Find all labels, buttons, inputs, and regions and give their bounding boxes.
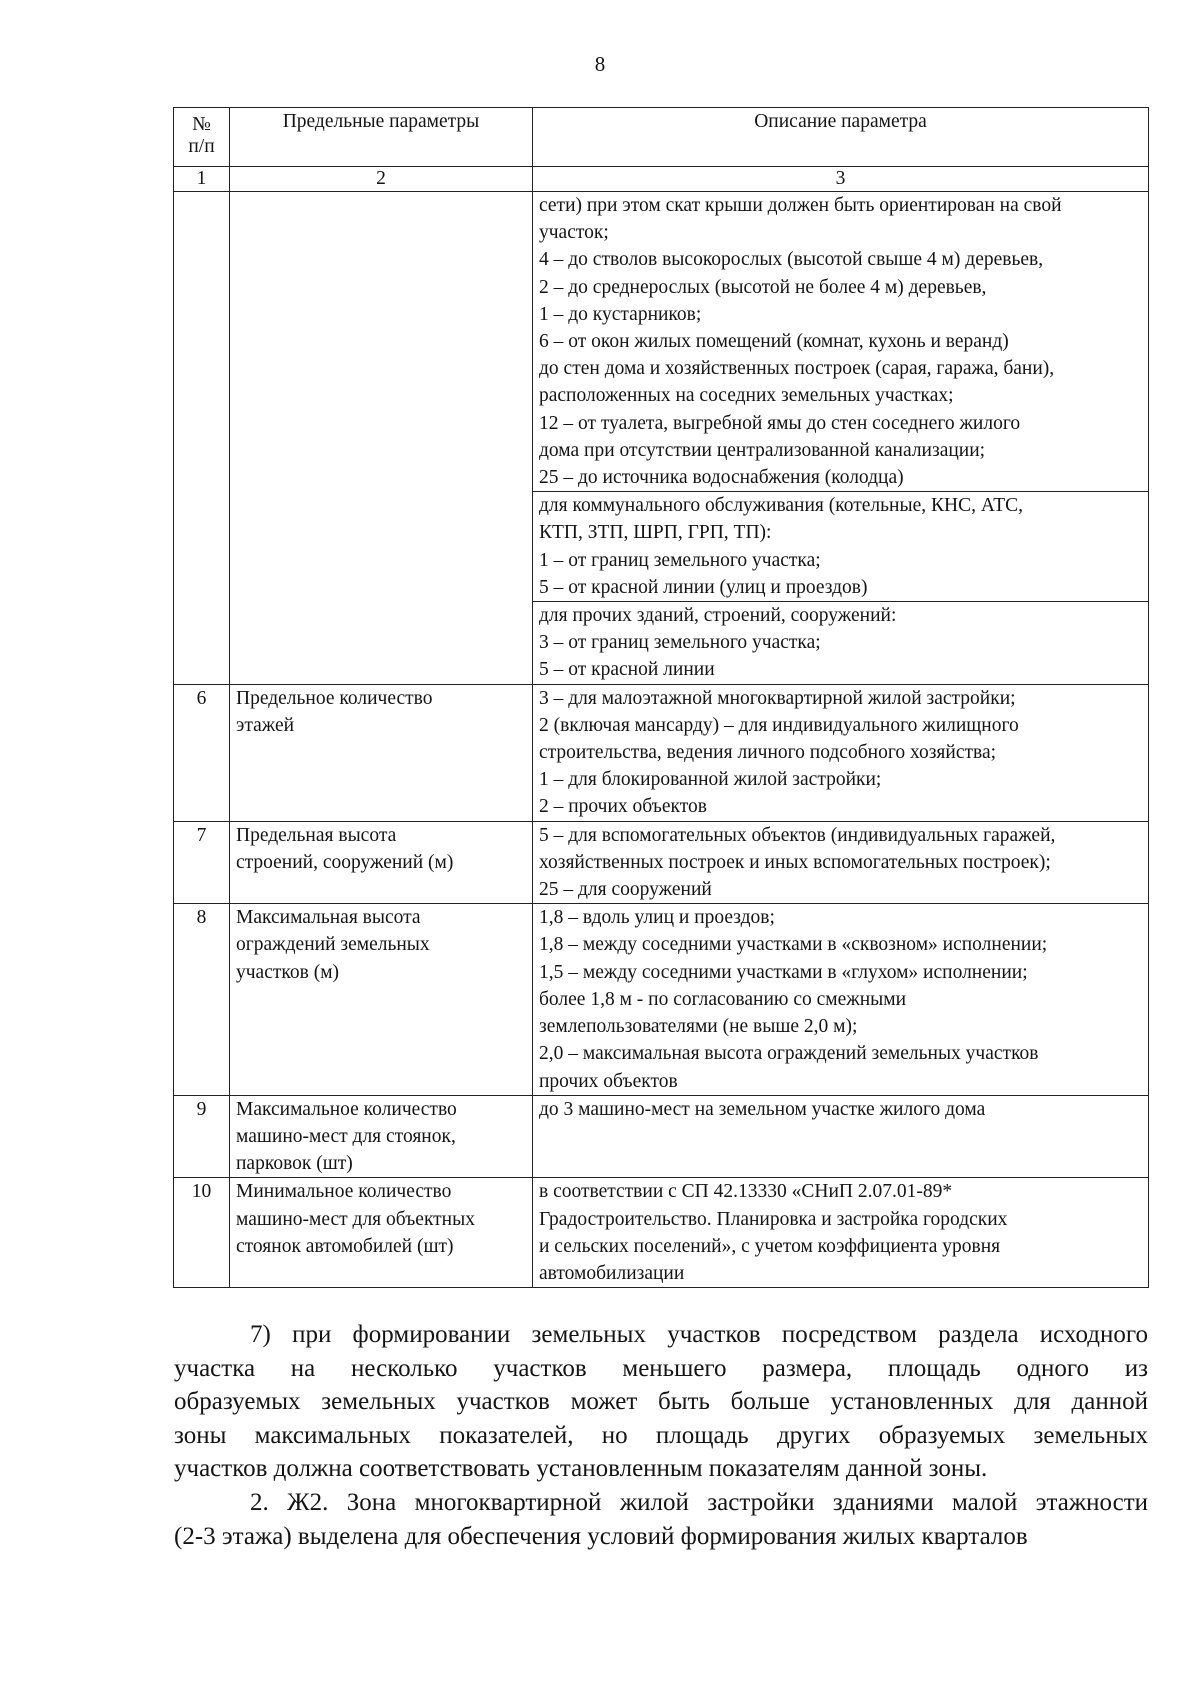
description-line: 25 – до источника водоснабжения (колодца) bbox=[539, 467, 904, 489]
parameter-line: Минимальное количество bbox=[236, 1181, 452, 1203]
description-line: 5 – для вспомогательных объектов (индивидуальных гаражей, bbox=[539, 824, 1056, 846]
row-number: 6 bbox=[174, 684, 230, 821]
description-line: 1 – для блокированной жилой застройки; bbox=[539, 769, 882, 791]
description-line: строительства, ведения личного подсобного хозяйства; bbox=[539, 742, 997, 764]
paragraph-zone-zh2 bbox=[174, 1486, 1148, 1553]
description-cell bbox=[533, 492, 1149, 602]
parameters-table bbox=[173, 107, 1149, 1288]
description-line: 1,8 – между соседними участками в «сквозном» исполнении; bbox=[539, 934, 1048, 956]
table-row bbox=[174, 821, 1149, 904]
empty-parameter-cell bbox=[230, 192, 533, 685]
table-row-continued bbox=[174, 192, 1149, 492]
description-line: расположенных на соседних земельных участках; bbox=[539, 385, 954, 407]
description-line: сети) при этом скат крыши должен быть ориентирован на свой bbox=[539, 195, 1062, 216]
description-line: для прочих зданий, строений, сооружений: bbox=[539, 605, 897, 627]
column-index-cell: 3 bbox=[533, 167, 1149, 192]
parameter-line: ограждений земельных bbox=[236, 934, 430, 956]
description-line: 5 – от красной линии bbox=[539, 659, 715, 681]
parameter-line: этажей bbox=[236, 714, 295, 736]
description-line: более 1,8 м - по согласованию со смежными bbox=[539, 988, 907, 1010]
paragraph-line: участка на несколько участков меньшего размера, площадь одного из bbox=[174, 1354, 1148, 1382]
parameter-cell bbox=[230, 904, 533, 1095]
parameter-line: Предельная высота bbox=[236, 824, 397, 846]
row-number: 7 bbox=[174, 821, 230, 904]
row-number: 8 bbox=[174, 904, 230, 1095]
parameter-line: Предельное количество bbox=[236, 687, 433, 709]
header-text: Предельные параметры bbox=[282, 111, 480, 132]
description-line: 3 – для малоэтажной многоквартирной жилой застройки; bbox=[539, 687, 1016, 709]
description-line: хозяйственных построек и иных вспомогательных построек); bbox=[539, 851, 1051, 873]
parameter-line: машино-мест для объектных bbox=[236, 1208, 475, 1230]
header-text: № bbox=[192, 114, 211, 135]
header-text: п/п bbox=[188, 136, 215, 157]
parameter-cell bbox=[230, 684, 533, 821]
description-line: и сельских поселений», с учетом коэффициента уровня bbox=[539, 1235, 1001, 1257]
header-description bbox=[533, 108, 1149, 167]
row-number: 9 bbox=[174, 1095, 230, 1178]
parameter-line: Максимальная высота bbox=[236, 907, 421, 929]
empty-number-cell bbox=[174, 192, 230, 685]
description-line: 6 – от окон жилых помещений (комнат, кухонь и веранд) bbox=[539, 331, 1009, 353]
parameter-line: строений, сооружений (м) bbox=[236, 851, 454, 873]
description-line: 1 – от границ земельного участка; bbox=[539, 549, 821, 571]
description-line: Градостроительство. Планировка и застройка городских bbox=[539, 1208, 1008, 1230]
parameter-line: Максимальное количество bbox=[236, 1098, 457, 1120]
description-cell bbox=[533, 904, 1149, 1095]
description-cell bbox=[533, 821, 1149, 904]
table-row bbox=[174, 1178, 1149, 1288]
description-cell bbox=[533, 684, 1149, 821]
paragraph-line: 2. Ж2. Зона многоквартирной жилой застройки зданиями малой этажности bbox=[250, 1489, 1148, 1516]
description-line: 2,0 – максимальная высота ограждений земельных участков bbox=[539, 1043, 1039, 1065]
parameter-line: парковок (шт) bbox=[236, 1153, 353, 1175]
description-line: 1,5 – между соседними участками в «глухом» исполнении; bbox=[539, 961, 1028, 983]
description-cell bbox=[533, 602, 1149, 685]
paragraph-line: (2-3 этажа) выделена для обеспечения условий формирования жилых кварталов bbox=[174, 1522, 1028, 1550]
parameter-cell bbox=[230, 1095, 533, 1178]
description-line: 3 – от границ земельного участка; bbox=[539, 632, 821, 654]
description-line: прочих объектов bbox=[539, 1070, 678, 1092]
description-line: до стен дома и хозяйственных построек (сарая, гаража, бани), bbox=[539, 358, 1055, 380]
table-row bbox=[174, 1095, 1149, 1178]
table-row bbox=[174, 904, 1149, 1095]
description-line: дома при отсутствии централизованной канализации; bbox=[539, 439, 986, 461]
paragraph-line: участков должна соответствовать установленным показателям данной зоны. bbox=[174, 1455, 988, 1482]
description-line: 1 – до кустарников; bbox=[539, 303, 702, 325]
paragraph-7 bbox=[174, 1318, 1148, 1486]
description-line: 12 – от туалета, выгребной ямы до стен соседнего жилого bbox=[539, 412, 1021, 434]
description-cell bbox=[533, 1095, 1149, 1178]
parameter-line: стоянок автомобилей (шт) bbox=[236, 1235, 454, 1257]
table-row bbox=[174, 684, 1149, 821]
header-text: Описание параметра bbox=[754, 111, 927, 132]
description-line: для коммунального обслуживания (котельные, КНС, АТС, bbox=[539, 495, 1023, 517]
page-number: 8 bbox=[594, 52, 606, 76]
description-line: 2 – прочих объектов bbox=[539, 796, 707, 818]
description-line: землепользователями (не выше 2,0 м); bbox=[539, 1016, 858, 1038]
description-line: 25 – для сооружений bbox=[539, 879, 712, 901]
parameter-cell bbox=[230, 821, 533, 904]
description-line: до 3 машино-мест на земельном участке жилого дома bbox=[539, 1098, 986, 1120]
column-index-cell: 2 bbox=[230, 167, 533, 192]
parameter-line: машино-мест для стоянок, bbox=[236, 1125, 456, 1147]
description-line: КТП, ЗТП, ШРП, ГРП, ТП): bbox=[539, 522, 772, 544]
description-line: участок; bbox=[539, 222, 609, 244]
description-cell bbox=[533, 192, 1149, 492]
header-parameter bbox=[230, 108, 533, 167]
description-line: 1,8 – вдоль улиц и проездов; bbox=[539, 907, 775, 929]
description-line: 2 – до среднерослых (высотой не более 4 м) деревьев, bbox=[539, 276, 987, 298]
description-line: в соответствии с СП 42.13330 «СНиП 2.07.01-89* bbox=[539, 1181, 953, 1203]
column-index-cell: 1 bbox=[174, 167, 230, 192]
description-line: 4 – до стволов высокорослых (высотой свыше 4 м) деревьев, bbox=[539, 249, 1044, 271]
description-line: 2 (включая мансарду) – для индивидуального жилищного bbox=[539, 714, 1019, 736]
header-number bbox=[174, 108, 230, 167]
paragraph-line: зоны максимальных показателей, но площадь других образуемых земельных bbox=[174, 1421, 1148, 1449]
parameter-cell bbox=[230, 1178, 533, 1288]
description-cell bbox=[533, 1178, 1149, 1288]
description-line: автомобилизации bbox=[539, 1262, 685, 1284]
row-number: 10 bbox=[174, 1178, 230, 1288]
paragraph-line: образуемых земельных участков может быть больше установленных для данной bbox=[174, 1388, 1148, 1415]
description-line: 5 – от красной линии (улиц и проездов) bbox=[539, 576, 868, 598]
parameter-line: участков (м) bbox=[236, 961, 340, 983]
paragraph-line: 7) при формировании земельных участков посредством раздела исходного bbox=[250, 1321, 1148, 1348]
